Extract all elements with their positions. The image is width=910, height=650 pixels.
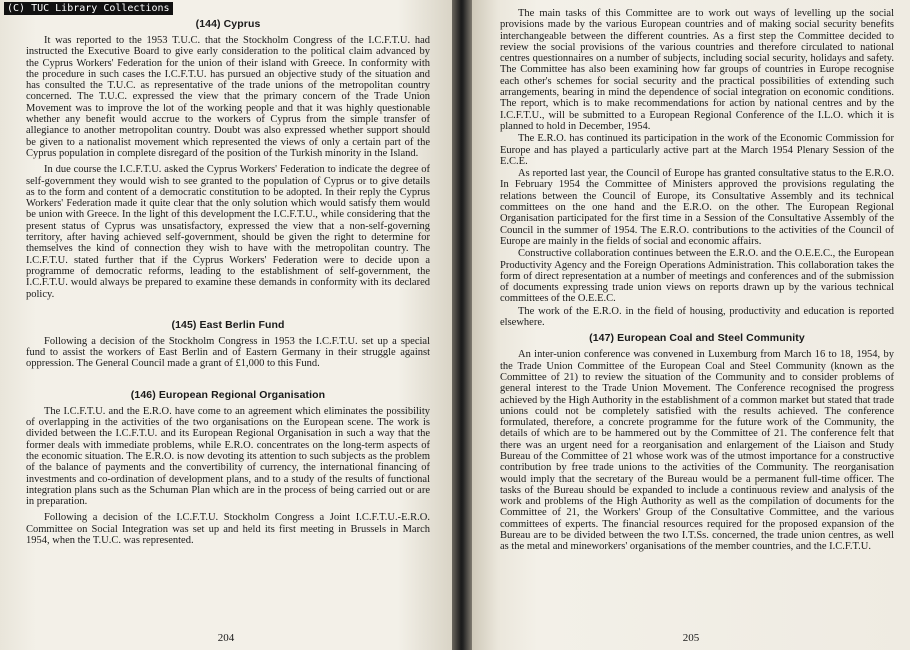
right-page xyxy=(472,0,910,650)
paragraph: Constructive collaboration continues between the E.R.O. and the O.E.E.C., the European Productivity Agency and the Foreign Operations Administration. This collaboration takes the form of direct representation at a number of meetings and conferences and of the submission of documents expressing trade union views on reports drawn up by the various technical committees of the O.E.E.C. xyxy=(500,248,894,305)
book-gutter xyxy=(452,0,472,650)
paragraph: In due course the I.C.F.T.U. asked the Cyprus Workers' Federation to indicate the degree of self-government they would wish to see granted to the population of Cyprus or to give details as to the form and content of a democratic constitution to be adopted. In their reply the Cyprus Workers' Federation made it quite clear that the only solution which would satisfy them would be union with Greece. In the light of this development the I.C.F.T.U., while considering that the present status of Cyprus was unsatisfactory, expressed the view that a non-self-governing territory, after having achieved self-government, should be given the right to determine for themselves the kind of connection they wish to have with the metropolitan country. The I.C.F.T.U. stated further that if the Cyprus Workers' Federation were to decide upon a programme of democratic reforms, leading to the establishment of self-government, the I.C.F.T.U. would always be prepared to examine these demands in conformity with its declared policy. xyxy=(26,164,430,300)
paragraph: The I.C.F.T.U. and the E.R.O. have come to an agreement which eliminates the possibility of overlapping in the activities of the two organisations on the European scene. The work is divided between the I.C.F.T.U. and its European Regional Organisation in such a way that the former deals with immediate problems, while E.R.O. concentrates on the long-term aspects of the economic situation. The E.R.O. is now devoting its attention to such subjects as the problem of the balance of payments and the convertibility of currency, the international financing of investments and co-ordination of development plans, and to a study of the results of functional integration plans such as the Schuman Plan which are in the process of being carried out or are in preparation. xyxy=(26,405,430,508)
paragraph: The E.R.O. has continued its participation in the work of the Economic Commission for Europe and has played a particularly active part at the March 1954 Plenary Session of the E.C.E. xyxy=(500,133,894,167)
paragraph: As reported last year, the Council of Europe has granted consultative status to the E.R.O. In February 1954 the Committee of Ministers approved the provisions regulating the relations between the Council of Europe, its Consultative Assembly and its technical committees on the one hand and the E.R.O. on the other. The European Regional Organisation participated for the first time in a Session of the Consultative Assembly of the Council in the summer of 1954. The E.R.O. contributions to the activities of the Council of Europe are mainly in the fields of social and economic affairs. xyxy=(500,168,894,247)
paragraph: It was reported to the 1953 T.U.C. that the Stockholm Congress of the I.C.F.T.U. had instructed the Executive Board to give early consideration to the political claim advanced by the Cyprus Workers' Federation for the union of their island with Greece. In conformity with the procedure in such cases the I.C.F.T.U. has pursued an objective study of the situation and has consulted the T.U.C. as representative of the trade unions of the metropolitan country concerned. The T.U.C. expressed the view that the primary concern of the Trade Union Movement was to improve the lot of the working people and that it was highly questionable whether any benefit would accrue to the workers of Cyprus from the simple transfer of allegiance to another metropolitan country. Doubt was also expressed whether support should be given to a nationalist movement which represented the views of only a certain part of the Cyprus population in complete disregard of the position of the Turkish minority in the Island. xyxy=(26,35,430,159)
paragraph: Following a decision of the I.C.F.T.U. Stockholm Congress a Joint I.C.F.T.U.-E.R.O. Committee on Social Integration was set up and held its first meeting in Brussels in March 1954, when the T.U.C. was represented. xyxy=(26,512,430,546)
section-heading-european-coal-and-steel-community: (147) European Coal and Steel Community xyxy=(589,332,805,345)
section-heading-east-berlin-fund: (145) East Berlin Fund xyxy=(171,318,285,331)
section-heading-cyprus: (144) Cyprus xyxy=(195,18,261,30)
collection-watermark: (C) TUC Library Collections xyxy=(4,2,173,15)
page-number: 204 xyxy=(217,632,235,644)
section-heading-european-regional-organisation: (146) European Regional Organisation xyxy=(130,388,326,401)
paragraph: The work of the E.R.O. in the field of housing, productivity and education is reported elsewhere. xyxy=(500,305,894,329)
paragraph: Following a decision of the Stockholm Congress in 1953 the I.C.F.T.U. set up a special fund to assist the workers of East Berlin and of Eastern Germany in their struggle against oppression. The General Council made a grant of £1,000 to this Fund. xyxy=(26,335,430,370)
page-number: 205 xyxy=(682,632,700,644)
paragraph: The main tasks of this Committee are to work out ways of levelling up the social provisions made by the various European countries and of making social security benefits interchangeable between the different countries. As a first step the Committee decided to review the social provisions of the various countries and therefore circulated to national centres questionnaires on a number of subjects, including social security, holidays and safety. The Committee has also been examining how far groups of countries in Europe recognise each other's schemes for social security and the practical possibilities of extending such arrangements, bearing in mind the dependence of social integration on economic conditions. The report, which is to make recommendations for action by national centres and by the I.C.F.T.U., will be submitted to a European Regional Conference of the I.L.O. which it is planned to hold in December, 1954. xyxy=(500,8,894,132)
paragraph: An inter-union conference was convened in Luxemburg from March 16 to 18, 1954, by the Trade Union Committee of the European Coal and Steel Community (known as the Committee of 21) to review the situation of the Community and to consider problems of general interest to the Trade Union Movement. The Conference recognised the progress achieved by the High Authority in the establishment of a common market but stated that trade unions could not be completely satisfied with the results achieved. The conference formulated, therefore, a concrete programme for the future work of the Community, the details of which are to be hammered out by the Committee of 21. The conference felt that there was an urgent need for a reorganisation and enlargement of the Liaison and Study Bureau of the Committee of 21 whose work was of the utmost importance for a constructive contribution by free trade unions to the activities of the Community. The reorganisation would imply that the secretary of the Bureau would be a permanent full-time officer. The tasks of the Bureau should be expanded to include a continuous review and analysis of the work and problems of the High Authority as well as the compilation of documents for the Committee of 21, the Workers' Group of the Consultative Committee, and the various committees of experts. The financial resources required for the proposed expansion of the Bureau are to be divided between the two I.T.Ss. concerned, the trade union centres, as well as the metal and mineworkers' organisations of the member countries, and the I.C.F.T.U. xyxy=(500,349,894,553)
left-page xyxy=(0,0,452,650)
